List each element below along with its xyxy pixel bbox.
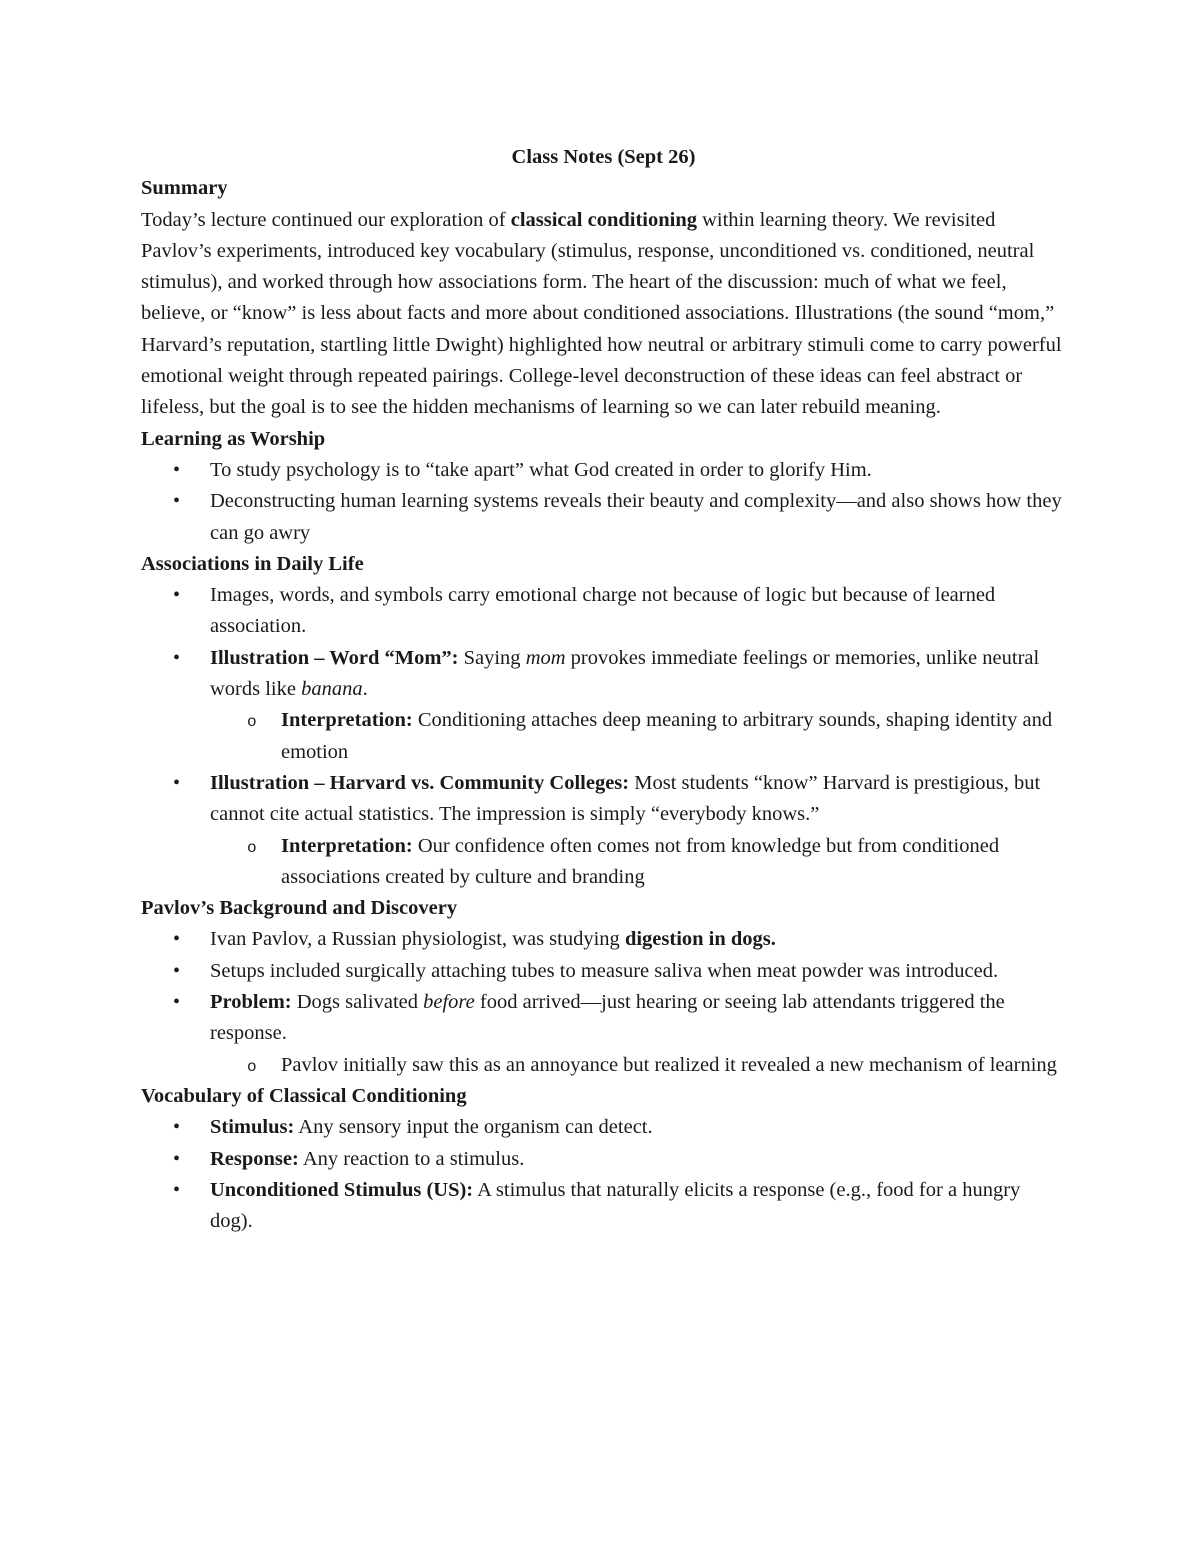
- list-item: [173, 486, 1066, 549]
- list-item-bold: Response:: [210, 1147, 299, 1170]
- sub-item-text: Our confidence often comes not from knowledge but from conditioned associations created by culture and branding: [281, 834, 1000, 888]
- sub-list: [210, 831, 1066, 894]
- bullet-icon: •: [173, 490, 181, 513]
- list-item-text: Setups included surgically attaching tubes to measure saliva when meat powder was introduced.: [210, 959, 999, 982]
- section-heading-daily-life: Associations in Daily Life: [141, 552, 364, 575]
- sub-item-text: Pavlov initially saw this as an annoyance but realized it revealed a new mechanism of learning: [281, 1053, 1057, 1076]
- list-item-text: food arrived—just hearing or seeing lab attendants triggered the response.: [210, 991, 1005, 1045]
- summary-text-2: within learning theory. We revisited Pavlov’s experiments, introduced key vocabulary (stimulus, response, unconditioned vs. conditioned, neutral stimulus), and worked through how associations form. The heart of the discussion: much of what we feel, believe, or “know” is less about facts and more about conditioned associations. Illustrations (the sound “mom,” Harvard’s reputation, startling little Dwight) highlighted how neutral or arbitrary stimuli come to carry powerful emotional weight through repeated pairings. College-level deconstruction of these ideas can feel abstract or lifeless, but the goal is to see the hidden mechanisms of learning so we can later rebuild meaning.: [141, 208, 1062, 419]
- list-item: [173, 1175, 1066, 1238]
- bullet-icon: •: [173, 1147, 181, 1170]
- list-item-text: Deconstructing human learning systems reveals their beauty and complexity—and also shows how they can go awry: [210, 490, 1062, 544]
- sub-list-item: [247, 1050, 1066, 1081]
- list-item: [173, 1112, 1066, 1143]
- list-item: [173, 924, 1066, 955]
- list-item: [173, 956, 1066, 987]
- section-heading-vocabulary: Vocabulary of Classical Conditioning: [141, 1084, 467, 1107]
- list-item-text: Any reaction to a stimulus.: [298, 1147, 525, 1170]
- sub-list-item: [247, 831, 1066, 894]
- summary-paragraph: [141, 205, 1066, 424]
- list-item-text: A stimulus that naturally elicits a response (e.g., food for a hungry dog).: [210, 1178, 1021, 1233]
- bullet-icon: •: [173, 1116, 181, 1139]
- summary-bold-term: classical conditioning: [510, 208, 697, 231]
- list-item-text: Ivan Pavlov, a Russian physiologist, was studying: [210, 928, 625, 951]
- list-item: [173, 987, 1066, 1081]
- list-item-text: .: [362, 678, 368, 701]
- sub-list: [210, 705, 1066, 768]
- sub-list-item: [247, 705, 1066, 768]
- worship-list: [141, 455, 1066, 549]
- pavlov-list: [141, 924, 1066, 1080]
- list-item-italic: before: [423, 991, 475, 1014]
- list-item-text: Most students “know” Harvard is prestigious, but cannot cite actual statistics. The impression is simply “everybody knows.”: [210, 771, 1041, 826]
- bullet-icon: •: [173, 959, 181, 982]
- list-item-italic: banana: [301, 678, 363, 701]
- list-item: [173, 455, 1066, 486]
- sub-item-text: Conditioning attaches deep meaning to arbitrary sounds, shaping identity and emotion: [281, 709, 1053, 763]
- bullet-icon: •: [173, 458, 181, 481]
- document-title: Class Notes (Sept 26): [511, 146, 696, 168]
- list-item-text: Any sensory input the organism can detect.: [294, 1116, 653, 1139]
- bullet-icon: •: [173, 1178, 181, 1201]
- sub-item-bold: Interpretation:: [281, 834, 413, 857]
- bullet-icon: •: [173, 584, 181, 607]
- sub-item-bold: Interpretation:: [281, 709, 413, 732]
- document-page: [141, 142, 1066, 1237]
- section-heading-summary: Summary: [141, 177, 228, 200]
- bullet-icon: •: [173, 646, 181, 669]
- bullet-icon: •: [173, 928, 181, 951]
- circle-bullet-icon: o: [247, 1057, 257, 1076]
- list-item: [173, 643, 1066, 768]
- list-item-bold: Unconditioned Stimulus (US):: [210, 1178, 474, 1201]
- list-item-bold: Illustration – Harvard vs. Community Colleges:: [210, 771, 630, 794]
- list-item-italic: mom: [525, 646, 566, 669]
- list-item-text: Images, words, and symbols carry emotional charge not because of logic but because of learned association.: [210, 584, 996, 638]
- list-item-text: provokes immediate feelings or memories, unlike neutral words like: [210, 646, 1040, 701]
- list-item-bold: Problem:: [210, 991, 292, 1014]
- list-item-bold: Illustration – Word “Mom”:: [210, 646, 459, 669]
- daily-life-list: [141, 580, 1066, 893]
- list-item-text: To study psychology is to “take apart” what God created in order to glorify Him.: [210, 458, 872, 481]
- bullet-icon: •: [173, 991, 181, 1014]
- sub-list: [210, 1050, 1066, 1081]
- section-heading-worship: Learning as Worship: [141, 427, 326, 450]
- list-item-text: Saying: [458, 646, 526, 669]
- list-item: [173, 580, 1066, 643]
- summary-text-1: Today’s lecture continued our exploration of: [141, 208, 511, 231]
- list-item-bold: Stimulus:: [210, 1116, 295, 1139]
- list-item-bold: digestion in dogs.: [624, 928, 776, 951]
- list-item: [173, 768, 1066, 893]
- vocabulary-list: [141, 1112, 1066, 1237]
- bullet-icon: •: [173, 771, 181, 794]
- list-item-text: Dogs salivated: [291, 991, 424, 1014]
- circle-bullet-icon: o: [247, 838, 257, 857]
- section-heading-pavlov: Pavlov’s Background and Discovery: [141, 897, 458, 920]
- circle-bullet-icon: o: [247, 713, 257, 732]
- list-item: [173, 1144, 1066, 1175]
